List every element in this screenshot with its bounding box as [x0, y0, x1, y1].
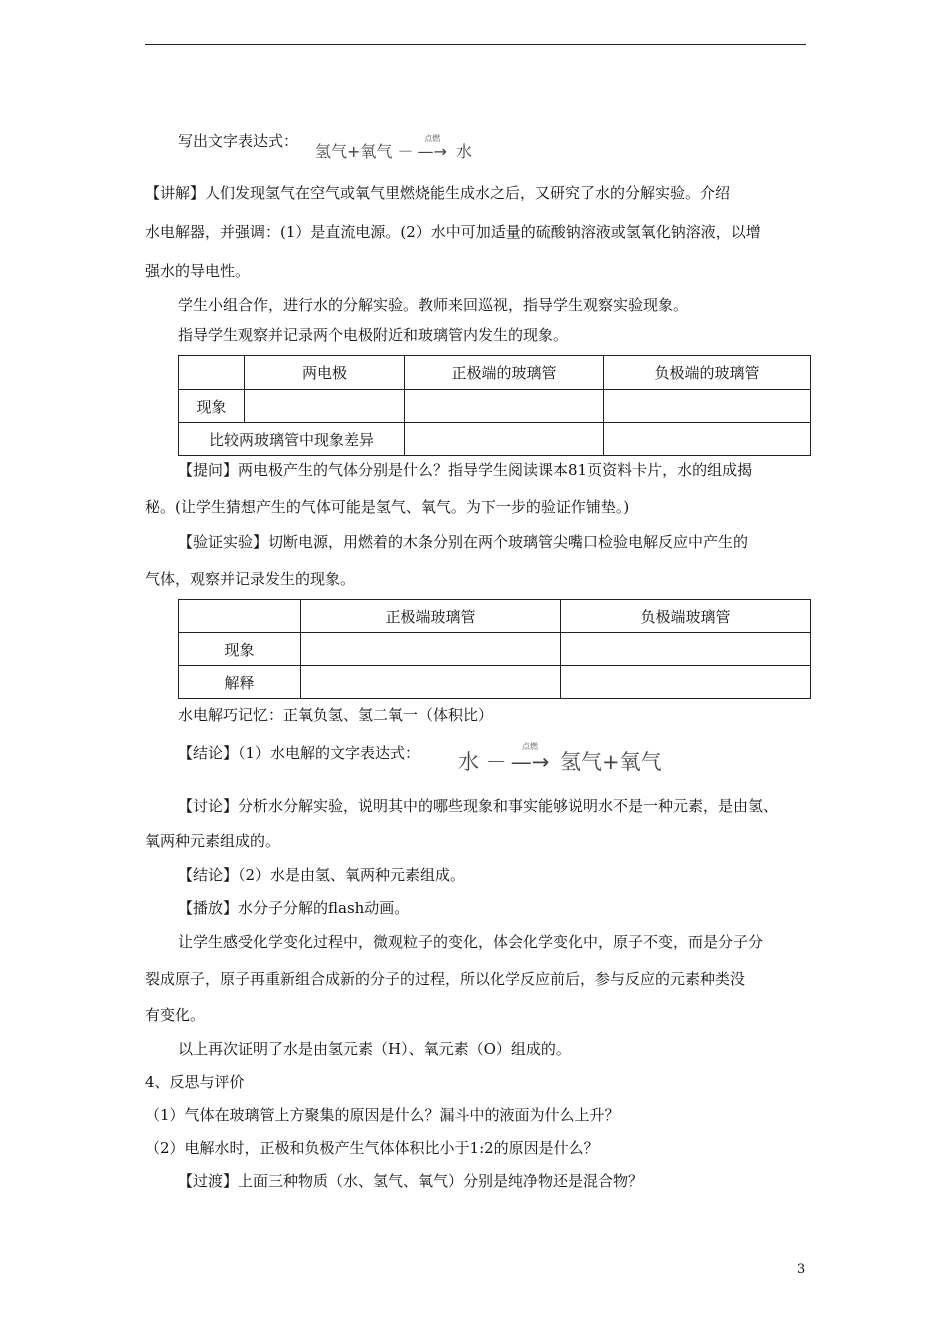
memory-tip: 水电解巧记忆：正氧负氢、氢二氧一（体积比）	[178, 706, 494, 724]
table1-cell	[604, 390, 811, 423]
para-jiangjie-line-3: 强水的导电性。	[145, 262, 251, 280]
para-student-line-3: 有变化。	[145, 1006, 206, 1024]
para-student-line-2: 裂成原子，原子再重新组合成新的分子的过程，所以化学反应前后，参与反应的元素种类没	[145, 970, 746, 988]
equation-1-dash: －	[397, 142, 414, 161]
para-guide: 指导学生观察并记录两个电极附近和玻璃管内发生的现象。	[178, 326, 569, 344]
equation-2-arrow-glyph: —→	[510, 750, 550, 774]
table1-cell	[405, 423, 604, 456]
table2-row-explanation	[179, 666, 811, 699]
table1-row-label: 比较两玻璃管中现象差异	[179, 423, 405, 456]
table2-row-phenomenon	[179, 633, 811, 666]
table2-cell	[301, 633, 561, 666]
table1-header-empty	[179, 356, 245, 390]
equation-1	[315, 134, 473, 162]
table1-cell	[405, 390, 604, 423]
equation-1-product: 水	[456, 142, 473, 161]
table-observation-electrodes	[178, 355, 811, 456]
equation-2	[458, 742, 662, 776]
table1-header-electrodes: 两电极	[245, 356, 405, 390]
table2-row-label: 解释	[179, 666, 301, 699]
equation-2-products: 氢气+氧气	[559, 750, 662, 774]
question-2: （2）电解水时，正极和负极产生气体体积比小于1:2的原因是什么？	[145, 1139, 599, 1157]
table2-header-positive: 正极端玻璃管	[301, 600, 561, 633]
table2-header-row	[179, 600, 811, 633]
table1-header-positive: 正极端的玻璃管	[405, 356, 604, 390]
table1-row-phenomenon	[179, 390, 811, 423]
equation-2-reactant: 水	[458, 750, 479, 774]
para-jiangjie-line-1: 【讲解】人们发现氢气在空气或氧气里燃烧能生成水之后，又研究了水的分解实验。介绍	[145, 184, 731, 202]
table2-header-negative: 负极端玻璃管	[561, 600, 811, 633]
para-yanzheng-line-2: 气体，观察并记录发生的现象。	[145, 570, 356, 588]
table-verification	[178, 599, 811, 699]
equation-1-condition: 点燃	[424, 134, 441, 143]
equation-1-reactants: 氢气+氧气	[315, 142, 393, 161]
table1-header-row	[179, 356, 811, 390]
para-student-line-1: 让学生感受化学变化过程中，微观粒子的变化，体会化学变化中，原子不变，而是分子分	[178, 933, 764, 951]
table2-header-empty	[179, 600, 301, 633]
question-1: （1）气体在玻璃管上方聚集的原因是什么？漏斗中的液面为什么上升？	[145, 1106, 620, 1124]
equation-2-arrow	[510, 742, 550, 774]
para-group: 学生小组合作，进行水的分解实验。教师来回巡视，指导学生观察实验现象。	[178, 296, 689, 314]
para-taolun-line-2: 氧两种元素组成的。	[145, 832, 281, 850]
equation-2-condition: 点燃	[521, 742, 538, 751]
table2-cell	[561, 633, 811, 666]
page-number: 3	[797, 1262, 806, 1277]
guodu: 【过渡】上面三种物质（水、氢气、氧气）分别是纯净物还是混合物？	[178, 1172, 644, 1190]
table2-row-label: 现象	[179, 633, 301, 666]
equation-1-arrow	[417, 134, 447, 161]
equation-2-dash: －	[485, 750, 507, 774]
para-tiwen-line-1: 【提问】两电极产生的气体分别是什么？指导学生阅读课本81页资料卡片，水的组成揭	[178, 461, 753, 479]
section-4-heading: 4、反思与评价	[145, 1073, 245, 1091]
intro-label: 写出文字表达式：	[178, 132, 299, 150]
conclusion-1-label: 【结论】（1）水电解的文字表达式：	[178, 744, 421, 762]
table1-row-label: 现象	[179, 390, 245, 423]
header-rule	[145, 44, 806, 45]
conclusion-2: 【结论】（2）水是由氢、氧两种元素组成。	[178, 866, 466, 884]
para-jiangjie-line-2: 水电解器，并强调：(1）是直流电源。(2）水中可加适量的硫酸钠溶液或氢氧化钠溶液，以增	[145, 223, 761, 241]
table1-cell	[245, 390, 405, 423]
table2-cell	[301, 666, 561, 699]
table1-cell	[604, 423, 811, 456]
table2-cell	[561, 666, 811, 699]
para-yanzheng-line-1: 【验证实验】切断电源，用燃着的木条分别在两个玻璃管尖嘴口检验电解反应中产生的	[178, 533, 749, 551]
proof: 以上再次证明了水是由氢元素（H）、氧元素（O）组成的。	[178, 1040, 571, 1058]
para-taolun-line-1: 【讨论】分析水分解实验，说明其中的哪些现象和事实能够说明水不是一种元素，是由氢、	[178, 797, 779, 815]
table1-row-compare	[179, 423, 811, 456]
equation-1-arrow-glyph: —→	[417, 142, 447, 161]
bofang: 【播放】水分子分解的flash动画。	[178, 899, 410, 917]
para-tiwen-line-2: 秘。(让学生猜想产生的气体可能是氢气、氧气。为下一步的验证作铺垫。)	[145, 498, 630, 516]
table1-header-negative: 负极端的玻璃管	[604, 356, 811, 390]
